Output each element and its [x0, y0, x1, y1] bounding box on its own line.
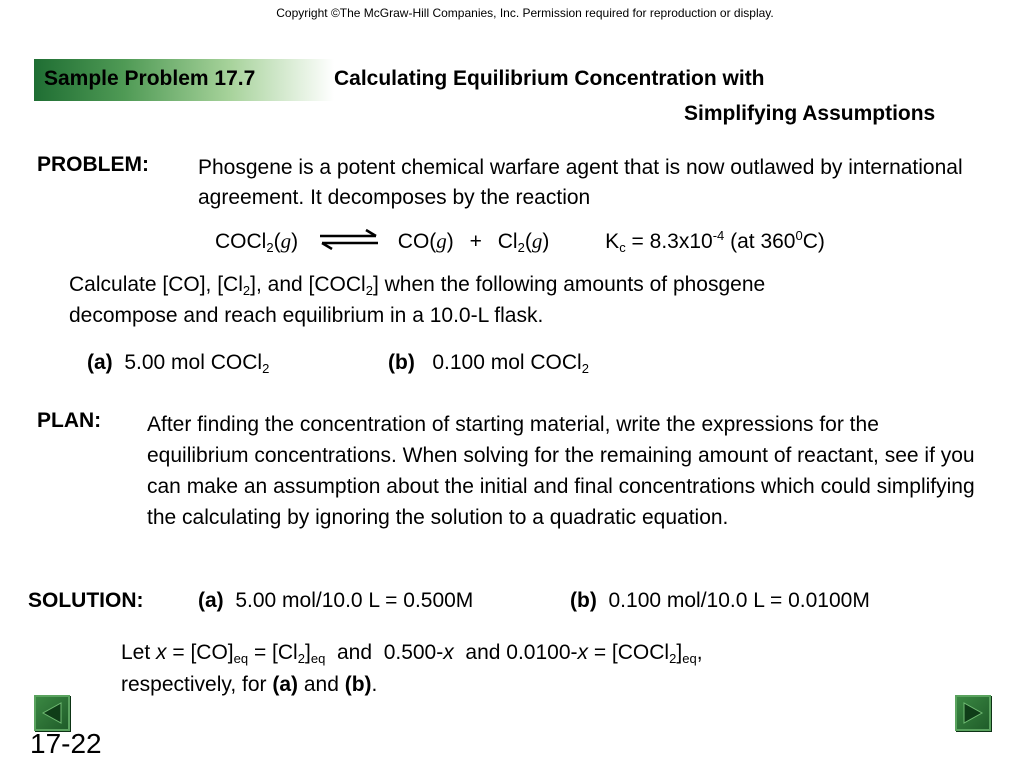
page-title-continued: Simplifying Assumptions	[684, 102, 936, 125]
sample-problem-label: Sample Problem 17.7	[44, 67, 256, 90]
problem-text: Phosgene is a potent chemical warfare agent that is now outlawed by international agreement. It decomposes by the reaction	[198, 156, 963, 209]
reaction-equation	[215, 228, 825, 256]
reactant-formula: COCl$_2$(g)	[215, 228, 299, 255]
product-co: CO(g)	[397, 228, 454, 253]
equilibrium-constant: $K_c = 8.3x10^{-4}$ (at $360^0C$)	[605, 227, 825, 255]
calculate-instruction-continued: decompose and reach equilibrium in a 10.0-L flask.	[69, 304, 544, 327]
solution-part-a: (a) 5.00 mol/10.0 L = 0.500M	[198, 589, 474, 612]
part-b: (b) 0.100 mol COCl$_2$	[388, 351, 589, 377]
solution-part-b: (b) 0.100 mol/10.0 L = 0.0100M	[570, 589, 870, 612]
slide-number: 17-22	[30, 728, 102, 759]
copyright-notice: Copyright ©The McGraw-Hill Companies, Inc. Permission required for reproduction or display.	[276, 6, 774, 20]
triangle-right-icon	[955, 695, 991, 731]
page-title: Calculating Equilibrium Concentration with	[334, 67, 765, 90]
previous-slide-button[interactable]	[34, 695, 70, 731]
solution-let-statement: Let $x = [CO]_{eq} = [Cl_2]_{eq}$ and 0.500-x and $0.0100-x = [COCl_2]_{eq}$,	[121, 641, 703, 667]
triangle-left-icon	[34, 695, 70, 731]
part-a: (a) 5.00 mol COCl$_2$	[87, 351, 270, 377]
plus-sign: +	[469, 229, 482, 253]
solution-let-statement-continued: respectively, for (a) and (b).	[121, 673, 378, 696]
plan-text: After finding the concentration of starting material, write the expressions for the equilibrium concentrations. When solving for the remaining amount of reactant, see if you can make an assumption about the initial and final concentrations which could simplifying the calculating by ignoring the solution to a quadratic equation.	[147, 413, 975, 529]
next-slide-button[interactable]	[955, 695, 991, 731]
problem-label: PROBLEM:	[37, 153, 149, 176]
solution-label: SOLUTION:	[28, 589, 144, 612]
calculate-instruction: Calculate [CO], $[Cl_2]$, and [COCl$_2$] when the following amounts of phosgene	[69, 273, 766, 299]
plan-label: PLAN:	[37, 409, 102, 432]
product-cl2: $Cl_2(g)$	[497, 228, 550, 255]
equilibrium-arrows-icon	[318, 228, 380, 256]
